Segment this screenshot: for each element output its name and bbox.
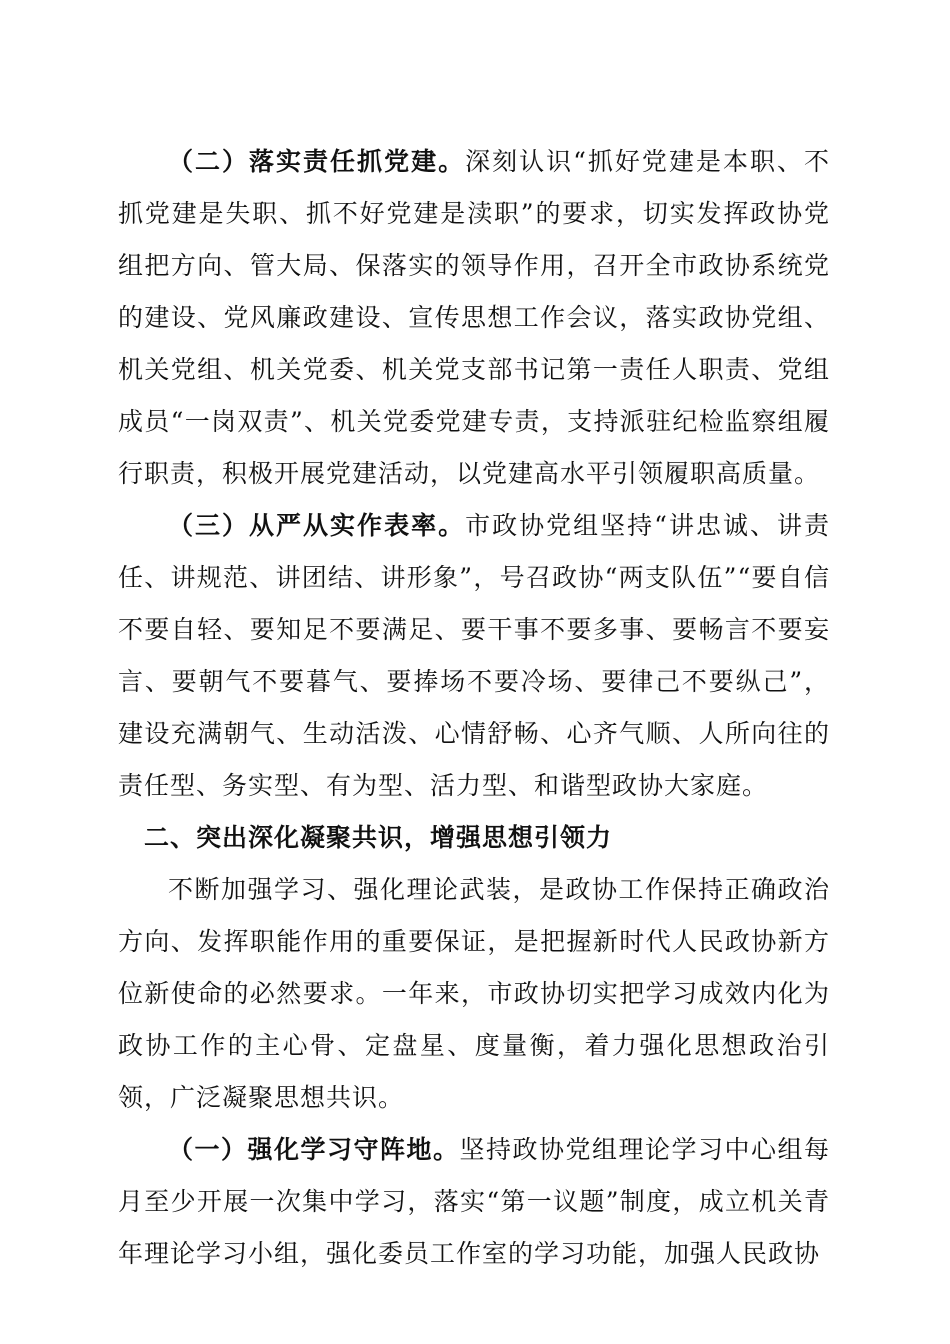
paragraph-lead: （三）从严从实作表率。 — [168, 511, 466, 540]
paragraph-text: 坚持政协党组理论学习中心组每月至少开展一次集中学习，落实“第一议题”制度，成立机关青年理论学习小组，强化委员工作室的学习功能，加强人民政协 — [118, 1135, 830, 1268]
paragraph-implement-responsibility — [118, 136, 830, 500]
paragraph-lead: （一）强化学习守阵地。 — [168, 1135, 460, 1164]
paragraph-strict-example — [118, 500, 830, 812]
paragraph-lead: （二）落实责任抓党建。 — [168, 147, 466, 176]
document-body — [118, 136, 830, 1280]
paragraph-text: 市政协党组坚持“讲忠诚、讲责任、讲规范、讲团结、讲形象”，号召政协“两支队伍”“要自信不要自轻、要知足不要满足、要干事不要多事、要畅言不要妄言、要朝气不要暮气、要捧场不要冷场、要律己不要纵己”，建设充满朝气、生动活泼、心情舒畅、心齐气顺、人所向往的责任型、务实型、有为型、活力型、和谐型政协大家庭。 — [118, 511, 830, 800]
paragraph-text: 深刻认识“抓好党建是本职、不抓党建是失职、抓不好党建是渎职”的要求，切实发挥政协党组把方向、管大局、保落实的领导作用，召开全市政协系统党的建设、党风廉政建设、宣传思想工作会议，落实政协党组、机关党组、机关党委、机关党支部书记第一责任人职责、党组成员“一岗双责”、机关党委党建专责，支持派驻纪检监察组履行职责，积极开展党建活动，以党建高水平引领履职高质量。 — [118, 147, 830, 488]
section-intro-paragraph: 不断加强学习、强化理论武装，是政协工作保持正确政治方向、发挥职能作用的重要保证，是把握新时代人民政协新方位新使命的必然要求。一年来，市政协切实把学习成效内化为政协工作的主心骨、定盘星、度量衡，着力强化思想政治引领，广泛凝聚思想共识。 — [118, 875, 830, 1112]
paragraph-strengthen-learning — [118, 1124, 830, 1280]
section-heading: 二、突出深化凝聚共识，增强思想引领力 — [144, 823, 613, 852]
